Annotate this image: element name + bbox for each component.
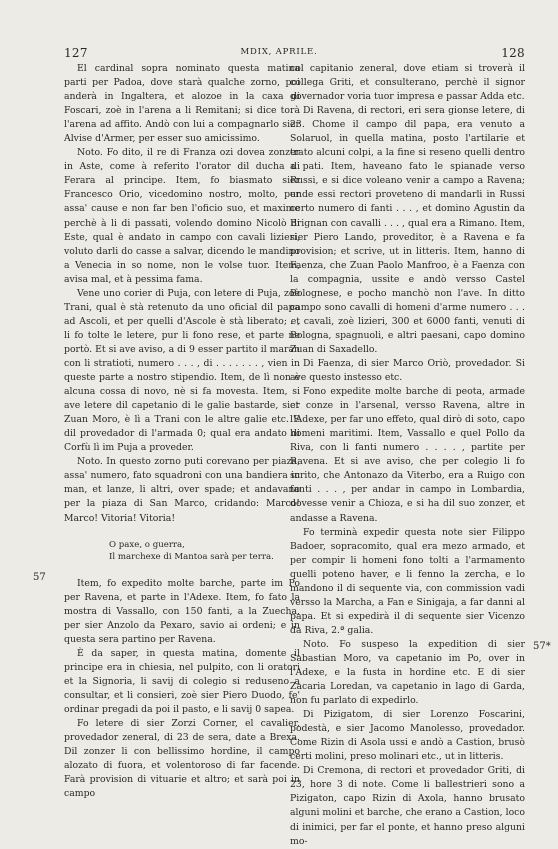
margin-number-left: 57 bbox=[33, 572, 46, 583]
paragraph: Di Faenza, di sier Marco Oriò, provedador. Si ave questo instesso etc. bbox=[290, 357, 525, 384]
margin-number-right: 57* bbox=[533, 641, 551, 652]
paragraph: È da saper, in questa matina, domente il principe era in chiesia, nel pulpito, con li oratori et la Signoria, li savij di colegio si reduseno a consultar, et li consieri, zoè sier Piero Duodo, fe' ordinar pregadi da poi il pasto, e li savij 0 sapea. bbox=[64, 647, 300, 715]
right-column bbox=[290, 62, 525, 849]
paragraph: col capitanio zeneral, dove etiam si troverà il collega Griti, et consulterano, perchè il signor governador voria tuor impresa e passar Adda etc. bbox=[290, 63, 525, 103]
paragraph: Noto. Fo dito, il re di Franza ozi dovea zonzer in Aste, come à referito l'orator dil ducha di Ferara al principe. Item, fo biasmato sier Francesco Orio, vicedomino nostro, molto, per assa' cause e non far ben l'oficio suo, et maxime perchè à li di passati, volendo domino Nicolò di Este, qual è andato in campo con cavali lizieri, voluto darli do casse a salvar, dicendo le mandino a Venecia in so nome, non le volse tuor. Item, avisa mal, et à pessima fama. bbox=[64, 147, 300, 285]
verse-line: O paxe, o guerra, bbox=[109, 539, 185, 550]
verse-line: Il marchexe di Mantoa sarà per terra. bbox=[109, 552, 274, 563]
paragraph: Di Ravena, di rectori, eri sera gionse letere, di 23. Chome il campo dil papa, era venuto a Solaruol, in quella matina, posto l'artilarie et trato alcuni colpi, a la fine si reseno quelli dentro a pati. Item, haveano fato le spianade verso Russi, e si dice voleano venir a campo a Ravena; unde essi rectori proveteno di mandarli in Russi certo numero di fanti . . . , et domino Agustin da Brignan con cavalli . . . , qual era a Rimano. Item, sier Piero Lando, proveditor, è a Ravena e fa provision; et scrive, ut in litteris. Item, hanno di Faenza, che Zuan Paolo Manfroo, è a Faenza con la compagnia, ussite e andò versso Castel Bolognese, e pocho manchò non l'ave. In ditto campo sono cavalli di homeni d'arme numero . . . . , cavali, zoè lizieri, 300 et 6000 fanti, venuti di Bologna, spagnuoli, e altri paesani, capo domino Zuan di Saxadello. bbox=[290, 105, 525, 355]
paragraph: Di Pizigatom, di sier Lorenzo Foscarini, podestà, e sier Jacomo Manolesso, provedador. Come Rizin di Asola ussi e andò a Castion, brusò certi molini, preso molinari etc., ut in litteris. bbox=[290, 709, 525, 763]
paragraph: Item, fo expedito molte barche, parte im Po per Ravena, et parte in l'Adexe. Item, fo fato la mostra di Vassallo, con 150 fanti, a la Zuecha, per sier Anzolo da Pexaro, savio ai ordeni; e in questa sera partino per Ravena. bbox=[64, 577, 300, 645]
paragraph: Fo letere di sier Zorzi Corner, el cavalier, provedador zeneral, di 23 de sera, date a Brexa. Dil zonzer li con bellissimo hordine, il campo alozato di fuora, et volentoroso di far facende. Farà provision di vituarie et altro; et sarà poi in campo bbox=[64, 718, 300, 800]
paragraph: El cardinal sopra nominato questa matina parti per Padoa, dove starà qualche zorno, poi anderà in Ingaltera, et alozoe in la caxa di Foscari, zoè in l'arena a li Remitani; si dice torà l'arena ad affito. Andò con lui a compagnarlo sier Alvise d'Armer, per esser suo amicissimo. bbox=[64, 63, 300, 145]
paragraph: Vene uno corier di Puja, con letere di Puja, zoè Trani, qual è stà retenuto da uno oficial dil papa ad Ascoli, et per quelli d'Ascole è stà liberato; et li fo tolte le letere, pur li fono rese, et parte ne portò. Et si ave aviso, a di 9 esser partito il maran con li stratioti, numero . . . , di . . . . . . . , vien in queste parte a nostro stipendio. Item, de lì non è alcuna cossa di novo, nè si fa movesta. Item, si ave letere dil capetanio di le galie bastarde, sier Zuan Moro, è lì a Trani con le altre galie etc. E dil provedador di l'armada 0; qual era andato di Corfù lì im Puja a proveder. bbox=[64, 287, 300, 454]
verse-quote bbox=[109, 539, 300, 564]
running-title: MDIX, APRILE. bbox=[240, 47, 318, 57]
page-number-right: 128 bbox=[501, 46, 525, 60]
paragraph: Noto. In questo zorno puti corevano per piaza, assa' numero, fato squadroni con una bandiera in man, et lanze, li altri, over spade; et andavano per la piaza di San Marco, cridando: Marco! Marco! Vitoria! Vitoria! bbox=[64, 456, 300, 524]
paragraph: Fono expedite molte barche di peota, armade et conze in l'arsenal, versso Ravena, altre in l'Adexe, per far uno effeto, qual dirò di soto, capo homeni maritimi. Item, Vassallo e quel Pollo da Riva, con li fanti numero . . . . , partite per Ravena. Et si ave aviso, che per colegio li fo scrito, che Antonazo da Viterbo, era a Ruigo con fanti . . . , per andar in campo in Lombardia, dovesse venir a Chioza, e si ha dil suo zonzer, et andasse a Ravena. bbox=[290, 386, 525, 524]
page-number-left: 127 bbox=[64, 46, 88, 60]
paragraph: Fo terminà expedir questa note sier Filippo Badoer, sopracomito, qual era mezo armado, et per compir li homeni fono tolti a l'armamento quelli poteno haver, e li fenno la zercha, e lo mandono il di sequente via, con commission vadi versso la Marcha, a Fan e Sinigaja, a far danni al papa. Et si expedirà il di sequente sier Vicenzo da Riva, 2.ª galia. bbox=[290, 526, 525, 636]
left-column bbox=[64, 62, 300, 801]
paragraph: Di Cremona, di rectori et provedador Griti, di 23, hore 3 di note. Come li ballestrieri sono a Pizigaton, capo Rizin di Axola, hanno brusato alguni molini et barche, che erano a Castion, loco di inimici, per far el ponte, et hanno preso alguni mo- bbox=[290, 765, 525, 847]
paragraph: Noto. Fo suspeso la expedition di sier Sabastian Moro, va capetanio im Po, over in l'Adexe, e la fusta in hordine etc. E di sier Zacaria Loredan, va capetanio in lago di Garda, non fu parlato di expedirlo. bbox=[290, 638, 525, 707]
